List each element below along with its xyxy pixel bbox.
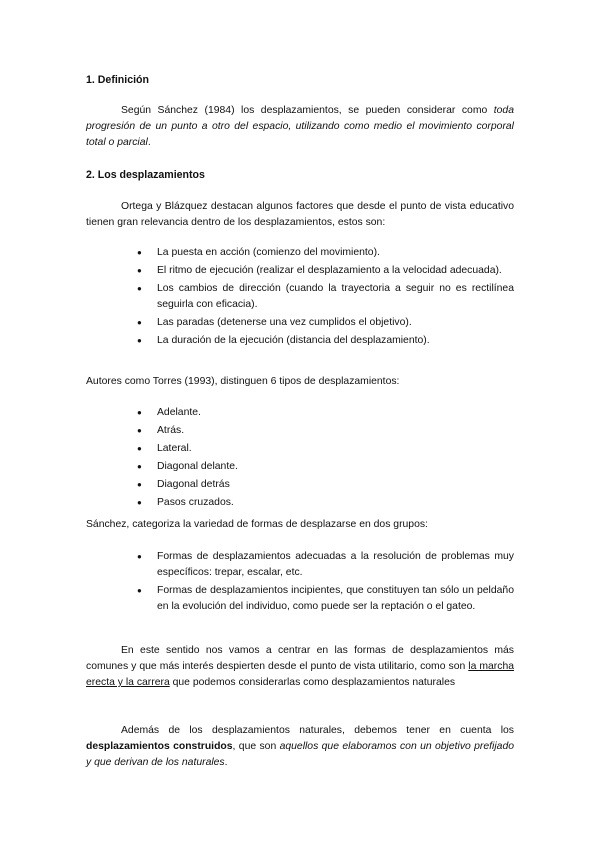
list-item: ● La duración de la ejecución (distancia del desplazamiento). (137, 333, 514, 349)
list-item: ● Las paradas (detenerse una vez cumplidos el objetivo). (137, 315, 514, 331)
constructed-italic: aquellos que elaboramos con un objetivo prefijado y que derivan de los naturales (86, 741, 515, 768)
list-item: ● Lateral. (137, 441, 514, 457)
focus-end: que podemos considerarlas como desplazamientos naturales (169, 677, 456, 688)
list-item: ● Diagonal detrás (137, 477, 514, 493)
definition-text: Según Sánchez (1984) los desplazamientos, se pueden considerar como (121, 105, 494, 116)
definition-italic: toda progresión de un punto a otro del espacio, utilizando como medio el movimiento corporal total o parcial (86, 105, 514, 148)
list-item: ● Adelante. (137, 405, 514, 421)
focus-paragraph (86, 643, 514, 691)
section-heading-desplazamientos: 2. Los desplazamientos (86, 169, 205, 181)
list-item: ● Formas de desplazamientos incipientes, que constituyen tan sólo un peldaño en la evolución del individuo, como puede ser la reptación o el gateo. (137, 583, 514, 615)
list-item: ● Atrás. (137, 423, 514, 439)
list-item: ● Formas de desplazamientos adecuadas a la resolución de problemas muy específicos: trepar, escalar, etc. (137, 549, 514, 581)
list-item: ● La puesta en acción (comienzo del movimiento). (137, 245, 514, 261)
types-list (86, 405, 514, 513)
underlined-text: la marcha erecta y la carrera (86, 661, 515, 688)
list-item: ● Los cambios de dirección (cuando la trayectoria a seguir no es rectilínea seguirla con eficacia). (137, 281, 514, 313)
section-heading-definicion: 1. Definición (86, 74, 149, 86)
list-item: ● Pasos cruzados. (137, 495, 514, 511)
sanchez-paragraph: Sánchez, categoriza la variedad de formas de desplazarse en dos grupos: (86, 519, 428, 530)
list-item: ● Diagonal delante. (137, 459, 514, 475)
definition-end: . (147, 137, 151, 148)
factors-list (86, 245, 514, 351)
constructed-paragraph (86, 723, 514, 771)
constructed-end: . (224, 757, 228, 768)
focus-text: En este sentido nos vamos a centrar en las formas de desplazamientos más comunes y que más interés despierten desde el punto de vista utilitario, como son (86, 645, 514, 672)
list-item: ● El ritmo de ejecución (realizar el desplazamiento a la velocidad adecuada). (137, 263, 514, 279)
intro-paragraph: Ortega y Blázquez destacan algunos factores que desde el punto de vista educativo tienen gran relevancia dentro de los desplazamientos, estos son: (86, 201, 514, 228)
groups-list (86, 549, 514, 617)
bold-term: desplazamientos construidos (86, 741, 233, 752)
torres-paragraph: Autores como Torres (1993), distinguen 6 tipos de desplazamientos: (86, 376, 400, 387)
definition-paragraph (86, 103, 514, 151)
constructed-mid: , que son (232, 741, 280, 752)
constructed-text: Además de los desplazamientos naturales, debemos tener en cuenta los (121, 725, 514, 736)
